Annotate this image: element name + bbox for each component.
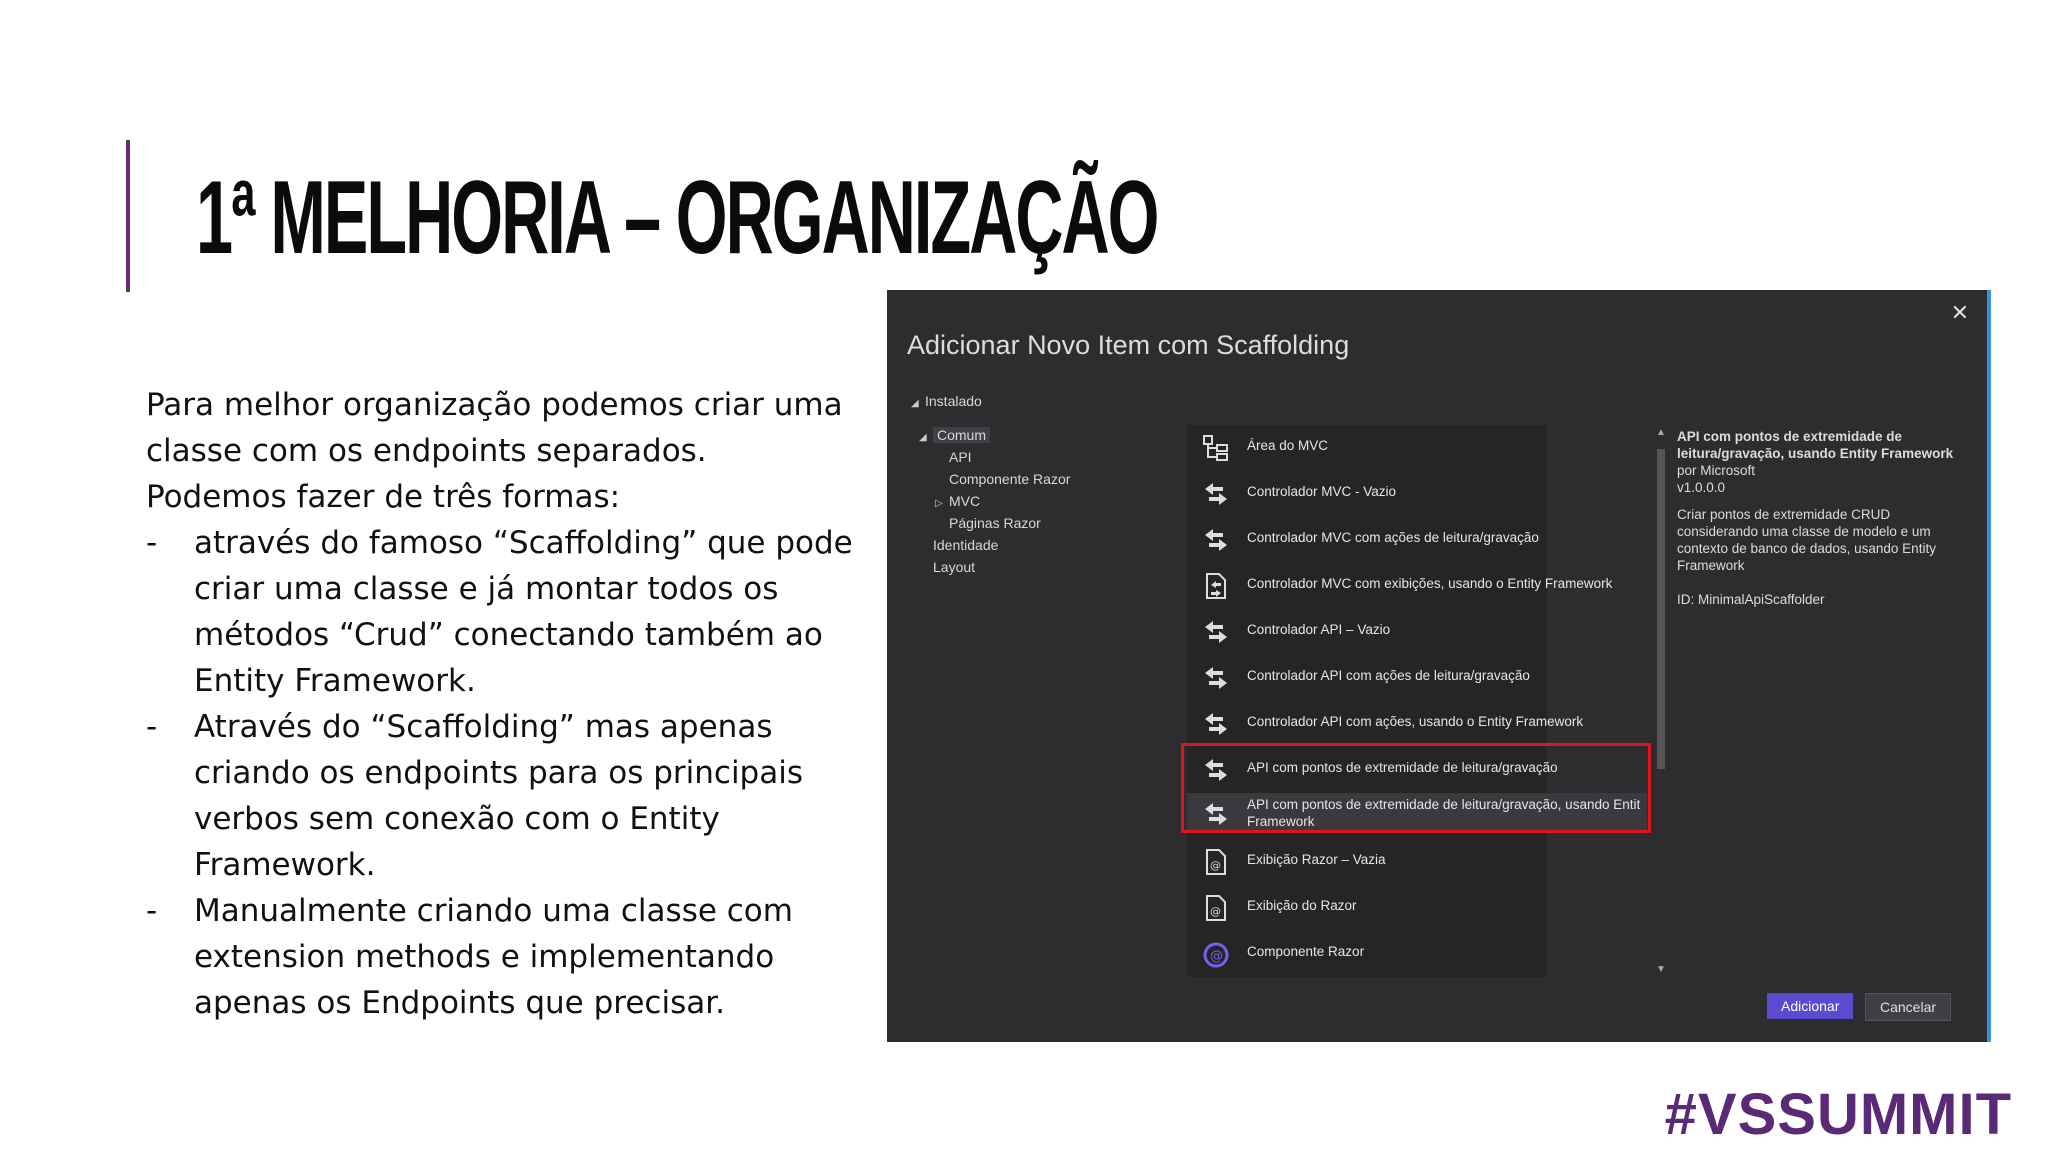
- list-item-label: Controlador API com ações, usando o Entity Framework: [1247, 714, 1584, 729]
- list-item-label: Exibição do Razor: [1247, 898, 1357, 913]
- list-scrollbar[interactable]: [1654, 425, 1668, 977]
- controller-icon: [1201, 479, 1231, 509]
- scroll-down-icon[interactable]: ▼: [1656, 964, 1666, 975]
- list-item-label: API com pontos de extremidade de leitura/gravação, usando Entit Framework: [1247, 797, 1641, 829]
- razor-view-icon: [1201, 893, 1231, 923]
- bullet-text: Através do “Scaffolding” mas apenas criando os endpoints para os principais verbos sem conexão com o Entity Framework.: [194, 709, 803, 883]
- list-item[interactable]: [1187, 933, 1647, 973]
- details-id: ID: MinimalApiScaffolder: [1677, 592, 1825, 607]
- bullet-list: [146, 520, 866, 1026]
- bullet-marker: -: [146, 709, 158, 745]
- tree-item-common[interactable]: [919, 427, 990, 447]
- scroll-up-icon[interactable]: ▲: [1656, 427, 1666, 438]
- list-item-label: Controlador MVC com exibições, usando o Entity Framework: [1247, 576, 1613, 591]
- intro-text-2: Podemos fazer de três formas:: [146, 479, 621, 515]
- tree-item-installed[interactable]: [911, 393, 982, 413]
- title-accent-bar: [126, 140, 130, 292]
- event-hashtag: #VSSUMMIT: [1664, 1082, 2012, 1147]
- tree-label: Layout: [933, 559, 976, 575]
- controller-icon: [1201, 525, 1231, 555]
- slide-title: 1ª MELHORIA – ORGANIZAÇÃO: [196, 160, 1158, 276]
- list-item[interactable]: [1187, 427, 1647, 467]
- tree-item-api[interactable]: [949, 449, 972, 469]
- list-item[interactable]: [1187, 473, 1647, 513]
- collapsed-triangle-icon: ▷: [935, 498, 943, 509]
- scroll-thumb[interactable]: [1657, 449, 1665, 769]
- bullet-item: [146, 520, 866, 704]
- tree-item-razor-pages[interactable]: [949, 515, 1041, 535]
- list-item[interactable]: [1187, 887, 1647, 927]
- tree-label: Comum: [933, 427, 990, 443]
- list-item[interactable]: [1187, 565, 1647, 605]
- add-button[interactable]: Adicionar: [1767, 993, 1853, 1019]
- controller-icon: [1201, 709, 1231, 739]
- blazor-icon: [1201, 939, 1231, 969]
- list-item-label: Controlador MVC com ações de leitura/gravação: [1247, 530, 1539, 545]
- intro-text: Para melhor organização podemos criar uma classe com os endpoints separados.: [146, 387, 843, 469]
- controller-views-icon: [1201, 571, 1231, 601]
- bullet-text: através do famoso “Scaffolding” que pode criar uma classe e já montar todos os métodos “Crud” conectando também ao Entity Framework.: [194, 525, 853, 699]
- bullet-text: Manualmente criando uma classe com extension methods e implementando apenas os Endpoints que precisar.: [194, 893, 793, 1021]
- list-item-label: Componente Razor: [1247, 944, 1365, 959]
- list-item-label: API com pontos de extremidade de leitura/gravação: [1247, 760, 1558, 775]
- tree-label: Instalado: [925, 393, 982, 409]
- tree-label: Componente Razor: [949, 471, 1071, 487]
- tree-label: API: [949, 449, 972, 465]
- list-item[interactable]: [1187, 841, 1647, 881]
- list-item[interactable]: [1187, 519, 1647, 559]
- list-item[interactable]: [1187, 611, 1647, 651]
- list-item-label: Controlador MVC - Vazio: [1247, 484, 1397, 499]
- razor-view-icon: [1201, 847, 1231, 877]
- tree-item-mvc[interactable]: [935, 493, 980, 513]
- details-version: v1.0.0.0: [1677, 480, 1726, 495]
- details-panel: [1677, 428, 1967, 608]
- slide-body: [146, 382, 866, 1026]
- cancel-button[interactable]: Cancelar: [1865, 993, 1951, 1021]
- controller-icon: [1201, 663, 1231, 693]
- scaffolding-dialog-screenshot: [887, 290, 1991, 1042]
- expanded-triangle-icon: ◢: [919, 432, 927, 443]
- details-title: API com pontos de extremidade de leitura/gravação, usando Entity Framework: [1677, 429, 1954, 461]
- list-item-label: Área do MVC: [1247, 438, 1329, 453]
- tree-label: Páginas Razor: [949, 515, 1041, 531]
- highlight-box: [1181, 743, 1651, 833]
- list-item-label: Controlador API – Vazio: [1247, 622, 1391, 637]
- tree-label: MVC: [949, 493, 981, 509]
- expanded-triangle-icon: ◢: [911, 398, 919, 409]
- tree-item-layout[interactable]: [933, 559, 975, 579]
- list-item[interactable]: [1187, 657, 1647, 697]
- svg-text:@: @: [1210, 949, 1223, 964]
- tree-label: Identidade: [933, 537, 999, 553]
- list-item-label: Exibição Razor – Vazia: [1247, 852, 1386, 867]
- svg-text:@: @: [1210, 859, 1221, 872]
- mvc-area-icon: [1201, 433, 1231, 463]
- bullet-marker: -: [146, 525, 158, 561]
- details-description: Criar pontos de extremidade CRUD considerando uma classe de modelo e um contexto de banco de dados, usando Entity Framework: [1677, 507, 1936, 573]
- controller-icon: [1201, 617, 1231, 647]
- bullet-item: [146, 888, 866, 1026]
- tree-item-razor-component[interactable]: [949, 471, 1070, 491]
- svg-text:@: @: [1210, 905, 1221, 918]
- details-author: por Microsoft: [1677, 463, 1756, 478]
- dialog-title: Adicionar Novo Item com Scaffolding: [907, 330, 1350, 360]
- bullet-marker: -: [146, 893, 158, 929]
- bullet-item: [146, 704, 866, 888]
- template-list: [1187, 425, 1641, 977]
- close-icon[interactable]: ✕: [1950, 300, 1969, 325]
- list-item[interactable]: [1187, 703, 1647, 743]
- tree-item-identity[interactable]: [933, 537, 998, 557]
- list-item-label: Controlador API com ações de leitura/gravação: [1247, 668, 1530, 683]
